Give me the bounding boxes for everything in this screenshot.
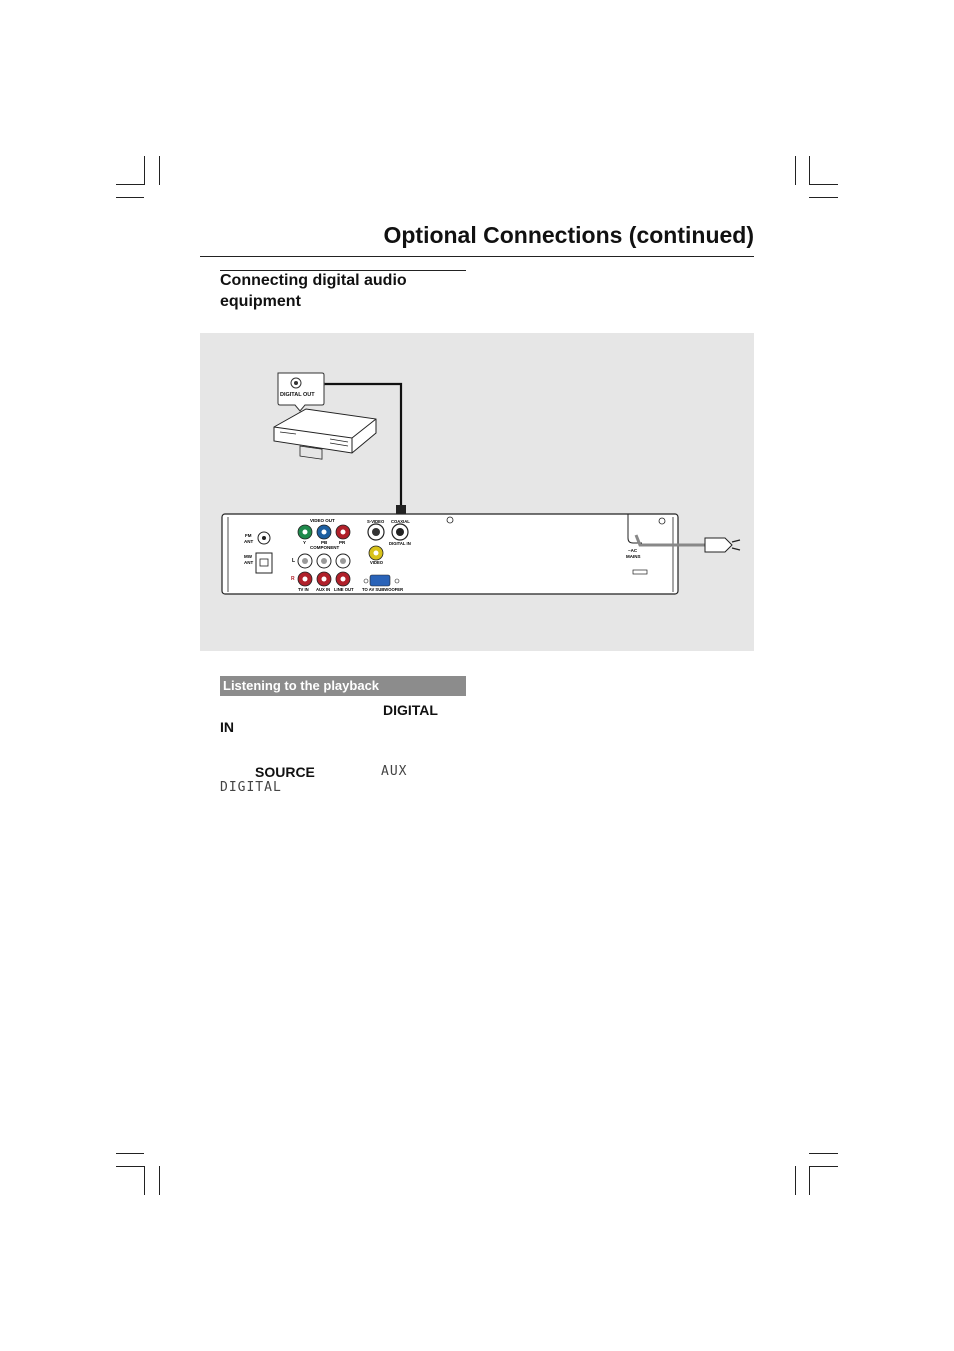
lcd-digital: DIGITAL [220, 780, 282, 795]
digital-word: DIGITAL [383, 702, 438, 718]
fm-label: FM [245, 533, 252, 538]
title-rule [200, 256, 754, 257]
lcd-aux: AUX [381, 764, 408, 779]
digital-out-label: DIGITAL OUT [280, 392, 315, 398]
pb-label: PB [321, 540, 328, 545]
line-out-label: LINE OUT [334, 587, 354, 592]
pr-label: PR [339, 540, 346, 545]
mw-label: MW [244, 554, 252, 559]
playback-heading: Listening to the playback [220, 676, 466, 696]
page-title: Optional Connections (continued) [383, 222, 754, 248]
rear-panel [222, 514, 678, 594]
r-label: R [291, 576, 295, 582]
subwoofer-label: TO AV SUBWOOFER [362, 587, 404, 592]
video-label: VIDEO [370, 560, 384, 565]
mains-label: MAINS [626, 554, 641, 559]
source-word: SOURCE [255, 764, 315, 780]
l-label: L [292, 558, 296, 564]
coaxial-label: COAXIAL [391, 519, 410, 524]
video-out-label: VIDEO OUT [310, 518, 335, 523]
fm-ant-label: ANT [244, 539, 254, 544]
s-video-label: S-VIDEO [367, 519, 385, 524]
connection-diagram [200, 333, 754, 651]
aux-in-label: AUX IN [316, 587, 331, 592]
ac-label: ~AC [628, 548, 638, 553]
in-word: IN [220, 719, 234, 735]
section-title: Connecting digital audio equipment [220, 272, 407, 310]
digital-out-callout [278, 373, 324, 411]
external-digital-device [274, 409, 376, 459]
mw-ant-label: ANT [244, 560, 254, 565]
y-label: Y [303, 540, 307, 545]
digital-in-label: DIGITAL IN [389, 541, 411, 546]
subwoofer-connector [370, 575, 390, 586]
tv-in-label: TV IN [298, 587, 309, 592]
component-label: COMPONENT [310, 545, 340, 550]
